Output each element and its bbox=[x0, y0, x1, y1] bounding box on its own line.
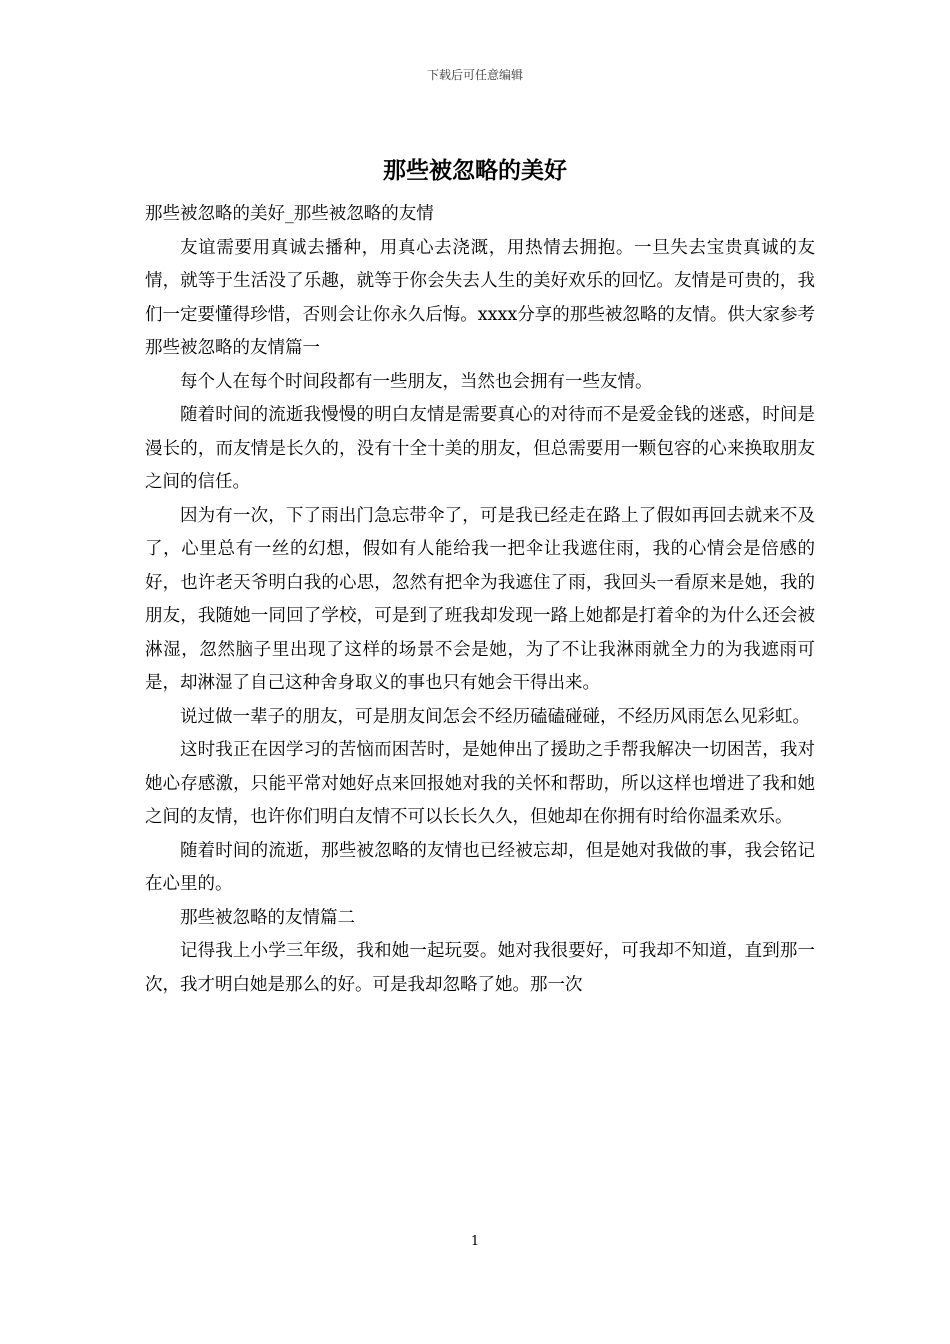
document-title: 那些被忽略的美好 bbox=[383, 157, 567, 184]
paragraph: 因为有一次，下了雨出门急忘带伞了，可是我已经走在路上了假如再回去就来不及了，心里总有一丝的幻想，假如有人能给我一把伞让我遮住雨，我的心情会是倍感的好，也许老天爷明白我的心思，忽然有把伞为我遮住了雨，我回头一看原来是她，我的朋友，我随她一同回了学校，可是到了班我却发现一路上她都是打着伞的为什么还会被淋湿，忽然脑子里出现了这样的场景不会是她，为了不让我淋雨就全力的为我遮雨可是，却淋湿了自己这种舍身取义的事也只有她会干得出来。 bbox=[145, 505, 815, 693]
paragraph: 随着时间的流逝我慢慢的明白友情是需要真心的对待而不是爱金钱的迷惑，时间是漫长的，而友情是长久的，没有十全十美的朋友，但总需要用一颗包容的心来换取朋友之间的信任。 bbox=[145, 405, 815, 492]
page-number: 1 bbox=[470, 1234, 480, 1249]
paragraph: 记得我上小学三年级，我和她一起玩耍。她对我很要好，可我却不知道，直到那一次，我才明白她是那么的好。可是我却忽略了她。那一次 bbox=[145, 941, 815, 995]
paragraph: 这时我正在因学习的苦恼而困苦时，是她伸出了援助之手帮我解决一切困苦，我对她心存感激，只能平常对她好点来回报她对我的关怀和帮助，所以这样也增进了我和她之间的友情，也许你们明白友情不可以长长久久，但她却在你拥有时给你温柔欢乐。 bbox=[145, 740, 815, 827]
paragraph: 友谊需要用真诚去播种，用真心去浇溉，用热情去拥抱。一旦失去宝贵真诚的友情，就等于生活没了乐趣，就等于你会失去人生的美好欢乐的回忆。友情是可贵的，我们一定要懂得珍惜，否则会让你永久后悔。xxxx分享的那些被忽略的友情。供大家参考那些被忽略的友情篇一 bbox=[145, 237, 815, 358]
paragraph: 随着时间的流逝，那些被忽略的友情也已经被忘却，但是她对我做的事，我会铭记在心里的。 bbox=[145, 840, 815, 894]
paragraph: 说过做一辈子的朋友，可是朋友间怎会不经历磕磕碰碰，不经历风雨怎么见彩虹。 bbox=[180, 706, 810, 727]
paragraph: 每个人在每个时间段都有一些朋友，当然也会拥有一些友情。 bbox=[180, 371, 653, 392]
section-heading: 那些被忽略的友情篇二 bbox=[180, 907, 355, 928]
document-body bbox=[145, 198, 815, 1002]
page-header-note: 下载后可任意编辑 bbox=[426, 68, 523, 82]
document-subtitle: 那些被忽略的美好_那些被忽略的友情 bbox=[145, 204, 434, 224]
